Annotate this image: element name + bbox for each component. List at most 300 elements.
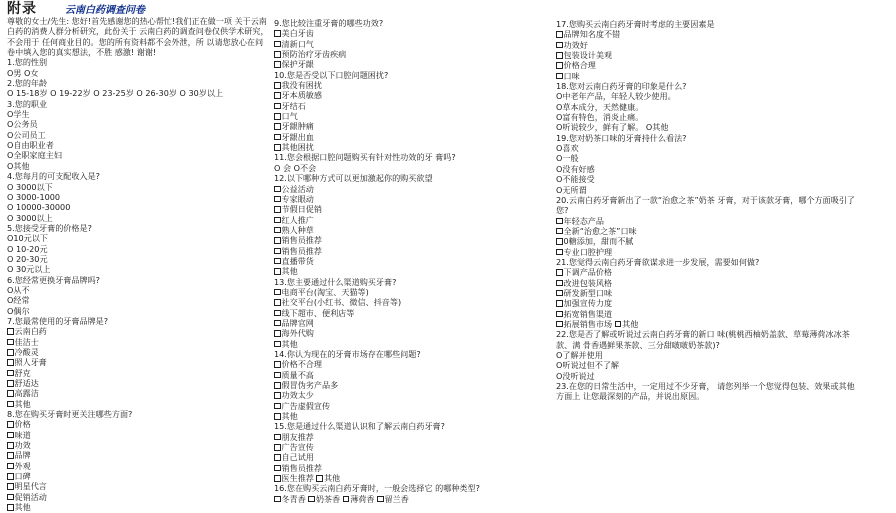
option-label: 其他困扰	[281, 142, 314, 153]
option-label: 促销活动	[14, 491, 47, 502]
question-line	[7, 192, 269, 202]
checkbox[interactable]	[274, 103, 281, 110]
checkbox[interactable]	[7, 452, 14, 459]
checkbox-option	[274, 101, 536, 111]
option-label: 佳洁士	[14, 336, 39, 347]
checkbox[interactable]	[615, 321, 622, 328]
option-label: 20.云南白药牙膏新出了一款“治愈之茶”奶茶 牙膏，对于该款牙膏，哪个方面吸引了您?	[556, 194, 856, 216]
checkbox[interactable]	[377, 496, 384, 503]
question-line	[556, 81, 856, 91]
option-label: 5.您接受牙膏的价格是?	[7, 222, 92, 233]
checkbox-option	[556, 40, 856, 50]
checkbox[interactable]	[7, 339, 14, 346]
checkbox[interactable]	[274, 123, 281, 130]
checkbox[interactable]	[7, 359, 14, 366]
checkbox-option	[274, 39, 536, 49]
checkbox-option	[274, 194, 536, 204]
option-label: 节假日促销	[281, 204, 322, 215]
option-label: 全新“治愈之茶”口味	[563, 225, 637, 236]
option-label: 年轻态产品	[563, 215, 604, 226]
option-label: 外观	[14, 460, 31, 471]
option-label: 17.您购买云南白药牙膏时考虑的主要因素是	[556, 19, 715, 29]
checkbox-option	[274, 442, 536, 452]
checkbox-option	[556, 298, 856, 308]
option-label: O从不	[7, 284, 30, 295]
checkbox[interactable]	[274, 330, 281, 337]
option-label: 高露洁	[14, 388, 39, 399]
option-label: O偶尔	[7, 305, 30, 316]
checkbox[interactable]	[7, 494, 14, 501]
checkbox[interactable]	[274, 289, 281, 296]
option-label: O经常	[7, 295, 30, 306]
checkbox[interactable]	[274, 320, 281, 327]
question-line	[274, 152, 536, 162]
option-label: 18.您对云南白药牙膏的印象是什么?	[556, 81, 687, 92]
option-label: 11.您会根据口腔问题购买有针对性功效的牙 膏吗?	[274, 152, 456, 163]
checkbox[interactable]	[274, 186, 281, 193]
checkbox-option	[274, 308, 536, 318]
checkbox-option	[7, 440, 269, 450]
checkbox-option	[274, 111, 536, 121]
option-label: 牙龈肿痛	[281, 121, 314, 132]
checkbox[interactable]	[556, 300, 563, 307]
checkbox-option	[274, 59, 536, 69]
option-label: 舒适达	[14, 378, 39, 389]
checkbox-option	[7, 471, 269, 481]
checkbox[interactable]	[274, 392, 281, 399]
checkbox[interactable]	[556, 62, 563, 69]
option-label: 拓展销售市场	[563, 318, 615, 329]
option-label: 15.您是通过什么渠道认识和了解云南白药牙膏?	[274, 421, 445, 432]
option-label: 19.您对奶茶口味的牙膏持什么看法?	[556, 132, 687, 143]
question-line	[7, 223, 269, 233]
checkbox[interactable]	[556, 42, 563, 49]
checkbox[interactable]	[7, 483, 14, 490]
question-line	[7, 202, 269, 212]
option-label: 3.您的职业	[7, 98, 48, 109]
checkbox-option	[274, 411, 536, 421]
checkbox-option	[274, 463, 536, 473]
checkbox[interactable]	[7, 370, 14, 377]
checkbox[interactable]	[274, 51, 281, 58]
option-label: O 15-18岁 O 19-22岁 O 23-25岁 O 26-30岁 O 30岁以上	[7, 88, 224, 99]
option-label: 品牌官网	[281, 317, 314, 328]
checkbox[interactable]	[274, 475, 281, 482]
question-line	[556, 91, 856, 101]
checkbox-option	[274, 297, 536, 307]
option-label: 专家眼动	[281, 193, 314, 204]
checkbox[interactable]	[7, 421, 14, 428]
checkbox-option	[274, 90, 536, 100]
question-line	[274, 70, 536, 80]
option-label: O10元以下	[7, 233, 48, 244]
option-label: 冬青香	[281, 493, 309, 504]
checkbox[interactable]	[308, 496, 315, 503]
option-label: O 会 O不会	[274, 162, 317, 173]
checkbox-option	[274, 390, 536, 400]
question-line	[7, 182, 269, 192]
question-line	[7, 275, 269, 285]
checkbox-option	[556, 226, 856, 236]
checkbox[interactable]	[274, 382, 281, 389]
question-line	[7, 150, 269, 160]
checkbox-option	[7, 419, 269, 429]
checkbox-option	[274, 318, 536, 328]
option-label: O喜欢	[556, 143, 579, 154]
checkbox-option	[556, 236, 856, 246]
checkbox[interactable]	[274, 113, 281, 120]
question-line	[556, 195, 856, 216]
option-label: O 3000以下	[7, 181, 53, 192]
option-label: 海外代购	[281, 328, 314, 339]
checkbox-option	[274, 473, 536, 483]
option-label: 奶茶香	[315, 493, 343, 504]
option-label: 价格不合理	[281, 359, 322, 370]
checkbox[interactable]	[274, 310, 281, 317]
question-line	[274, 421, 536, 431]
checkbox[interactable]	[274, 361, 281, 368]
survey-title: 云南白药调查问卷	[65, 5, 145, 16]
option-label: 22.您是否了解或听说过云南白药牙膏的新口 味(桃桃西柚奶盖款、草莓薄荷冰冰茶款、满 骨香遇鲜果茶款、三分甜啵啵奶茶款)?	[556, 329, 850, 350]
option-label: O不能接受	[556, 174, 595, 185]
question-line	[7, 140, 269, 150]
checkbox-option	[274, 380, 536, 390]
checkbox[interactable]	[556, 31, 563, 38]
checkbox-option	[7, 481, 269, 491]
checkbox-option	[7, 337, 269, 347]
question-line	[7, 99, 269, 109]
option-label: 16.您在购买云南白药牙膏时，一般会选择它 的哪种类型?	[274, 483, 480, 494]
checkbox-option	[556, 278, 856, 288]
question-line	[7, 285, 269, 295]
checkbox-option	[7, 357, 269, 367]
option-label: 12.以下哪种方式可以更加激起你的购买欲望	[274, 173, 433, 184]
option-label: 21.您觉得云南白药牙膏欲谋求进一步发展，需要如何做?	[556, 256, 760, 267]
checkbox-option	[556, 288, 856, 298]
checkbox-option	[556, 50, 856, 60]
option-label: 包装设计美观	[563, 50, 613, 61]
question-line	[7, 88, 269, 98]
checkbox[interactable]	[7, 401, 14, 408]
question-line	[7, 130, 269, 140]
option-label: 改进包装风格	[563, 277, 613, 288]
option-label: 清新口气	[281, 38, 314, 49]
checkbox-option	[274, 49, 536, 59]
checkbox-option	[274, 359, 536, 369]
checkbox-option	[274, 339, 536, 349]
option-label: 功效	[14, 440, 31, 451]
question-line	[274, 483, 536, 493]
option-label: 销售员推荐	[281, 235, 322, 246]
checkbox[interactable]	[343, 496, 350, 503]
checkbox-option	[274, 246, 536, 256]
option-label: 品牌	[14, 450, 31, 461]
checkbox[interactable]	[7, 328, 14, 335]
checkbox-option	[556, 247, 856, 257]
option-label: 电商平台(淘宝、天猫等)	[281, 286, 369, 297]
option-label: 医生推荐	[281, 473, 317, 484]
checkbox[interactable]	[274, 465, 281, 472]
question-line	[556, 164, 856, 174]
question-line	[556, 143, 856, 153]
checkbox[interactable]	[7, 463, 14, 470]
option-label: O其他	[7, 160, 30, 171]
option-label: O听说较少，鲜有了解。 O其他	[556, 122, 669, 133]
question-line	[556, 371, 856, 381]
checkbox-option	[556, 216, 856, 226]
option-label: 自己试用	[281, 452, 314, 463]
option-label: O公务员	[7, 119, 38, 130]
option-label: 4.您每月的可支配收入是?	[7, 171, 100, 182]
option-label: 专业口腔护理	[563, 246, 613, 257]
option-label: 口碑	[14, 471, 31, 482]
option-label: O中老年产品，年轻人较少使用。	[556, 91, 676, 102]
checkbox-option	[274, 235, 536, 245]
checkbox[interactable]	[556, 52, 563, 59]
checkbox[interactable]	[556, 228, 563, 235]
option-label: 10.您是否受以下口腔问题困扰?	[274, 69, 389, 80]
question-line	[274, 173, 536, 183]
question-line	[556, 174, 856, 184]
checkbox-option	[274, 328, 536, 338]
checkbox[interactable]	[7, 349, 14, 356]
option-label: O 3000-1000	[7, 191, 61, 202]
checkbox-option	[556, 319, 856, 329]
checkbox[interactable]	[274, 444, 281, 451]
checkbox-option	[274, 494, 536, 504]
option-label: 薄荷香	[350, 493, 378, 504]
checkbox[interactable]	[274, 61, 281, 68]
checkbox[interactable]	[556, 311, 563, 318]
checkbox-option	[274, 256, 536, 266]
checkbox-option	[274, 215, 536, 225]
question-line	[7, 233, 269, 243]
checkbox[interactable]	[274, 82, 281, 89]
checkbox-option	[7, 347, 269, 357]
question-line	[556, 185, 856, 195]
option-label: 品牌知名度不错	[563, 29, 621, 40]
option-label: 冷酸灵	[14, 347, 39, 357]
question-line	[556, 102, 856, 112]
checkbox[interactable]	[7, 432, 14, 439]
option-label: 味道	[14, 429, 31, 440]
checkbox-option	[556, 29, 856, 39]
checkbox[interactable]	[7, 473, 14, 480]
option-label: 口味	[563, 70, 580, 81]
option-label: 线下超市、便利店等	[281, 307, 355, 318]
question-line	[274, 349, 536, 359]
checkbox-option	[274, 28, 536, 38]
column-3	[556, 19, 856, 402]
option-label: 下调产品价格	[563, 267, 613, 278]
checkbox-option	[7, 492, 269, 502]
option-label: O富有特色，消炎止痛。	[556, 112, 644, 123]
question-line	[7, 254, 269, 264]
checkbox[interactable]	[7, 442, 14, 449]
option-label: 舒克	[14, 367, 31, 378]
question-line	[556, 112, 856, 122]
checkbox[interactable]	[274, 144, 281, 151]
question-line	[7, 264, 269, 274]
checkbox[interactable]	[556, 238, 563, 245]
checkbox[interactable]	[274, 237, 281, 244]
checkbox[interactable]	[274, 217, 281, 224]
option-label: 广告宣传	[281, 442, 314, 453]
option-label: 其他	[14, 398, 31, 409]
question-line	[7, 78, 269, 88]
option-label: 其他	[14, 502, 31, 513]
checkbox-option	[7, 461, 269, 471]
column-2	[274, 18, 536, 504]
checkbox-option	[556, 267, 856, 277]
checkbox-option	[7, 388, 269, 398]
checkbox[interactable]	[556, 321, 563, 328]
question-line	[7, 213, 269, 223]
checkbox-option	[556, 71, 856, 81]
checkbox[interactable]	[7, 504, 14, 511]
checkbox-option	[274, 142, 536, 152]
option-label: 23.在您的日常生活中，一定用过不少牙膏， 请您列举一个您觉得包装、效果或其他方面上 让您最深刻的产品，并说出原因。	[556, 381, 855, 402]
checkbox[interactable]	[274, 227, 281, 234]
checkbox[interactable]	[274, 258, 281, 265]
option-label: 明星代言	[14, 481, 47, 492]
option-label: 销售员推荐	[281, 462, 322, 473]
question-line	[7, 119, 269, 129]
checkbox-option	[274, 184, 536, 194]
option-label: O草本成分，天然健康。	[556, 101, 644, 112]
question-line	[556, 153, 856, 163]
question-line	[556, 133, 856, 143]
checkbox-option	[274, 121, 536, 131]
checkbox-option	[556, 60, 856, 70]
checkbox[interactable]	[274, 134, 281, 141]
option-label: 红人推广	[281, 214, 314, 225]
option-label: 直播带货	[281, 255, 314, 266]
checkbox[interactable]	[556, 290, 563, 297]
checkbox-option	[556, 309, 856, 319]
option-label: O全职家庭主妇	[7, 150, 62, 161]
option-label: 销售员推荐	[281, 245, 322, 256]
checkbox[interactable]	[274, 496, 281, 503]
checkbox-option	[274, 132, 536, 142]
checkbox-option	[274, 225, 536, 235]
option-label: 口气	[281, 111, 298, 122]
option-label: 6.您经常更换牙膏品牌吗?	[7, 274, 100, 285]
checkbox[interactable]	[556, 249, 563, 256]
checkbox-option	[274, 370, 536, 380]
question-line	[274, 277, 536, 287]
checkbox[interactable]	[274, 341, 281, 348]
appendix-title: 附录	[7, 1, 37, 17]
option-label: 留兰香	[384, 493, 409, 504]
checkbox[interactable]	[274, 454, 281, 461]
checkbox-option	[7, 430, 269, 440]
option-label: 保护牙龈	[281, 59, 314, 70]
option-label: 我没有困扰	[281, 80, 322, 91]
option-label: 牙结石	[281, 100, 306, 111]
question-line	[556, 257, 856, 267]
option-label: 价格合理	[563, 60, 596, 71]
question-line	[7, 171, 269, 181]
checkbox[interactable]	[556, 269, 563, 276]
option-label: 9.您比较注重牙膏的哪些功效?	[274, 18, 384, 28]
question-line	[7, 161, 269, 171]
checkbox[interactable]	[274, 372, 281, 379]
option-label: 1.您的性别	[7, 57, 48, 68]
checkbox-option	[274, 432, 536, 442]
question-line	[7, 109, 269, 119]
option-label: O没有好感	[556, 163, 595, 174]
option-label: 8.您在购买牙膏时更关注哪些方面?	[7, 409, 133, 420]
question-line	[274, 18, 536, 28]
question-line	[7, 316, 269, 326]
option-label: 社交平台(小红书、微信、抖音等)	[281, 297, 402, 308]
question-line	[556, 122, 856, 132]
checkbox-option	[274, 80, 536, 90]
checkbox[interactable]	[7, 380, 14, 387]
option-label: 14.你认为现在的牙膏市场存在哪些问题?	[274, 349, 421, 359]
checkbox[interactable]	[556, 218, 563, 225]
checkbox[interactable]	[274, 206, 281, 213]
option-label: 美白牙齿	[281, 28, 314, 39]
checkbox[interactable]	[274, 41, 281, 48]
option-label: 公益活动	[281, 183, 314, 194]
question-line	[7, 57, 269, 67]
question-line	[274, 163, 536, 173]
checkbox-option	[7, 450, 269, 460]
checkbox[interactable]	[274, 434, 281, 441]
checkbox-option	[7, 378, 269, 388]
option-label: 预防治疗牙齿疾病	[281, 49, 347, 60]
question-line	[556, 19, 856, 29]
option-label: 广告虚假宣传	[281, 400, 331, 411]
checkbox[interactable]	[274, 30, 281, 37]
option-label: 牙龈出血	[281, 131, 314, 142]
question-line	[7, 295, 269, 305]
checkbox-option	[274, 452, 536, 462]
checkbox[interactable]	[556, 73, 563, 80]
page-header	[7, 2, 269, 16]
checkbox-option	[274, 401, 536, 411]
checkbox[interactable]	[556, 280, 563, 287]
option-label: 加强宣传力度	[563, 298, 613, 309]
checkbox[interactable]	[274, 268, 281, 275]
option-label: 功效好	[563, 39, 588, 50]
checkbox[interactable]	[274, 92, 281, 99]
option-label: O一般	[556, 153, 579, 164]
checkbox-option	[7, 368, 269, 378]
option-label: O没听说过	[556, 370, 595, 381]
checkbox[interactable]	[274, 413, 281, 420]
option-label: 牙本质敏感	[281, 90, 322, 101]
checkbox[interactable]	[316, 475, 323, 482]
option-label: 其他	[281, 411, 298, 422]
option-label: O公司员工	[7, 129, 46, 140]
question-line	[7, 409, 269, 419]
checkbox[interactable]	[274, 403, 281, 410]
checkbox[interactable]	[274, 248, 281, 255]
option-label: 13.您主要通过什么渠道购买牙膏?	[274, 276, 397, 287]
option-label: 质量不高	[281, 369, 314, 380]
option-label: 7.您最常使用的牙膏品牌是?	[7, 315, 109, 326]
checkbox[interactable]	[7, 390, 14, 397]
checkbox-option	[7, 326, 269, 336]
column-1	[7, 2, 269, 513]
option-label: 其他	[281, 266, 298, 277]
checkbox[interactable]	[274, 196, 281, 203]
checkbox[interactable]	[274, 299, 281, 306]
option-label: 其他	[622, 318, 639, 329]
